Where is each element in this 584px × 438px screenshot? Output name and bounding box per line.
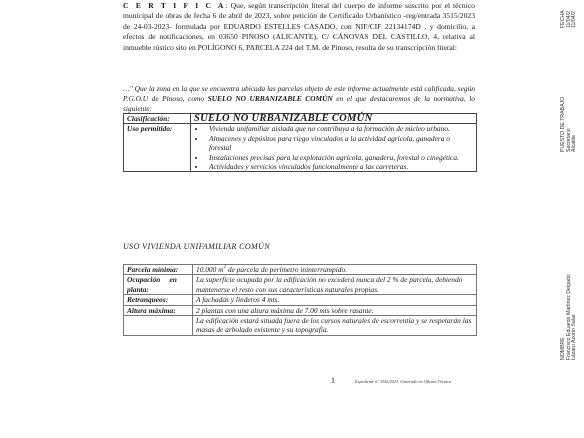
row-label: Parcela mínima:: [124, 265, 193, 275]
certificate-body: : Que, según transcripción literal del cuerpo de informe suscrito por el técnico municipal de obras de fecha 6 de abril de 2023, sobre petición de Certificado Urbanístico -reg/entrada 3515/2023 de 24-03-2023- formulada por EDUARDO ESTELLES CASADO, con NIF/CIF 22134174D , y domicilio, a efectos de notificaciones, en 03650 PINOSO (ALICANTE), C/ CÁNOVAS DEL CASTILLO, 4, relativa al inmueble rústico sito en POLÍGONO 6, PARCELA 224 del T.M. de Pinoso, resulta de su transcripción literal:: [123, 1, 475, 52]
certificate-paragraph: [123, 1, 475, 53]
uses-cell: [191, 124, 477, 172]
row-value: A fachadas y linderos 4 mts.: [193, 295, 477, 305]
uses-label: Uso permitido:: [124, 124, 191, 172]
quote-highlight: SUELO NO URBANIZABLE COMÚN: [207, 93, 333, 103]
page-number: 1: [331, 376, 335, 385]
table-row: [124, 265, 477, 275]
quote-outro: en el que destacaremos de la normativa, lo siguiente:: [123, 93, 475, 113]
classification-value: SUELO NO URBANIZABLE COMÚN: [191, 114, 477, 124]
uses-list: [194, 124, 473, 171]
sidebar-heading: FECHA: [560, 10, 566, 28]
row-value: La edificación estará situada fuera de los cursos naturales de escorrentía y se respetarán las masas de arbolado existente y su topografía.: [193, 316, 477, 336]
sidebar-value: 11/04/2: [565, 11, 572, 28]
sidebar-value: Lázaro Azorín Salar: [571, 314, 578, 360]
section-subtitle: USO VIVIENDA UNIFAMILIAR COMÚN: [123, 242, 271, 251]
sidebar-fecha: [561, 10, 578, 28]
row-label: Altura máxima:: [124, 305, 193, 315]
certificate-lead: C E R T I F I C A: [123, 1, 226, 10]
sidebar-value: Francisco Eduardo Martinez Delgado: [565, 274, 572, 360]
classification-label: Clasificación:: [124, 114, 191, 124]
row-value: 2 plantas con una altura máxima de 7.00 mts sobre rasante.: [193, 305, 477, 315]
sidebar-nombre: [561, 274, 578, 360]
parameters-table: [123, 264, 477, 336]
table-row: [124, 316, 477, 336]
row-value: 10.000 $m^2$ de parcela de perímetro ininterrumpido.: [193, 265, 477, 275]
footer-note: Expediente nº 3343/2023. Generado en Oficina Técnica: [355, 379, 452, 384]
use-item: • Instalaciones precisas para la explotación agrícola, ganadera, forestal o cinegética.: [206, 153, 473, 162]
table-row: [124, 275, 477, 295]
quote-paragraph: [123, 84, 475, 113]
sidebar-value: Alcalde: [571, 134, 578, 152]
table-row: [124, 295, 477, 305]
row-value: La superficie ocupada por la edificación no excederá nunca del 2 % de parcela, debiendo mantenerse el resto con sus características naturales propias.: [193, 275, 477, 295]
sidebar-heading: PUESTO DE TRABAJO: [560, 96, 566, 152]
use-item: • Almacenes y depósitos para riego vinculados a la actividad agrícola, ganadera o forestal: [206, 134, 473, 153]
sidebar-heading: NOMBRE: [560, 337, 566, 360]
classification-table: [123, 113, 477, 172]
row-label: [124, 316, 193, 336]
quote-intro: …" Que la zona en la que se encuentra ubicada las parcelas objeto de este informe actualmente está calificada, según P.G.O.U de Pinoso, como: [123, 84, 475, 103]
row-label: Ocupación en planta:: [124, 275, 193, 295]
table-row: [124, 305, 477, 315]
sidebar-value: Secretario: [565, 128, 572, 152]
use-item: • Actividades y servicios vinculados funcionalmente a las carreteras.: [206, 162, 473, 171]
use-item: • Vivienda unifamiliar aislada que no contribuya a la formación de núcleo urbano.: [206, 124, 473, 133]
sidebar-puesto: [561, 97, 578, 152]
row-label: Retranqueos:: [124, 295, 193, 305]
sidebar-value: 11/04/2: [571, 11, 578, 28]
